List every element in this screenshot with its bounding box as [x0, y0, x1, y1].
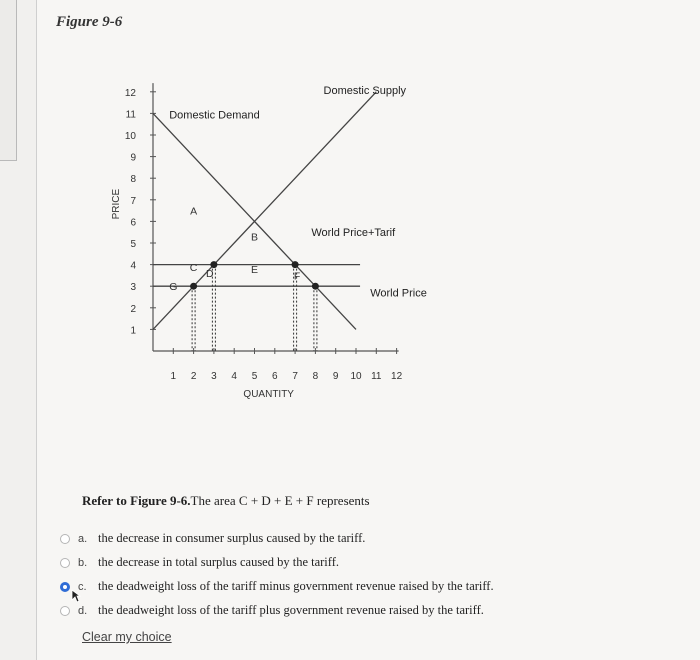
option-c[interactable]	[60, 579, 494, 594]
y-tick-label: 6	[130, 217, 136, 229]
y-tick-label: 5	[130, 239, 136, 250]
option-b-text: the decrease in total surplus caused by the tariff.	[98, 555, 340, 569]
x-tick-label: 4	[231, 371, 237, 382]
radio-a[interactable]	[60, 534, 70, 544]
y-tick-label: 4	[130, 260, 136, 272]
domestic-supply-label: Domestic Supply	[323, 84, 407, 97]
domestic-demand-label: Domestic Demand	[169, 109, 260, 122]
clear-choice-link[interactable]: Clear my choice	[82, 630, 172, 644]
option-c-text: the deadweight loss of the tariff minus government revenue raised by the tariff.	[98, 579, 494, 593]
area-label-d: D	[206, 268, 214, 281]
world-price-label: World Price	[370, 287, 427, 300]
y-tick-label: 3	[130, 282, 136, 294]
option-b[interactable]	[60, 555, 339, 570]
intersection-point	[210, 261, 217, 268]
y-axis-label: PRICE	[111, 188, 122, 220]
x-tick-label: 10	[350, 371, 362, 382]
area-label-g: G	[169, 281, 178, 294]
question-text	[82, 493, 370, 509]
x-tick-label: 2	[190, 371, 197, 382]
option-a-letter: a.	[78, 532, 88, 545]
option-d[interactable]	[60, 603, 484, 618]
x-axis-label: QUANTITY	[243, 389, 294, 400]
y-tick-label: 9	[130, 152, 136, 164]
option-a-text: the decrease in consumer surplus caused by the tariff.	[98, 531, 366, 545]
area-label-e: E	[250, 263, 259, 276]
x-tick-label: 6	[272, 371, 278, 382]
y-tick-label: 12	[124, 87, 136, 99]
y-tick-label: 1	[130, 325, 136, 337]
intersection-point	[190, 283, 197, 290]
area-label-c: C	[189, 261, 198, 274]
y-tick-label: 11	[125, 109, 136, 121]
y-tick-label: 10	[124, 131, 136, 142]
x-tick-label: 7	[292, 371, 298, 382]
y-tick-label: 8	[130, 174, 136, 186]
world-price-tariff-label: World Price+Tarif	[311, 227, 396, 240]
x-tick-label: 5	[251, 371, 258, 382]
domestic-supply-line	[153, 92, 376, 330]
question-body: The area C + D + E + F represents	[190, 493, 370, 508]
option-b-letter: b.	[78, 556, 88, 569]
x-tick-label: 9	[332, 371, 339, 382]
radio-d[interactable]	[60, 606, 70, 616]
area-label-f: F	[293, 270, 301, 283]
option-a[interactable]	[60, 531, 365, 546]
x-tick-label: 3	[211, 371, 217, 382]
option-c-letter: c.	[78, 580, 87, 593]
x-tick-label: 8	[312, 371, 319, 382]
mouse-cursor-icon	[71, 589, 81, 603]
area-label-a: A	[190, 205, 198, 218]
x-tick-label: 12	[391, 371, 403, 382]
figure-title: Figure 9-6	[56, 14, 123, 30]
intersection-point	[312, 283, 319, 290]
y-tick-label: 2	[130, 303, 136, 315]
area-label-b: B	[250, 231, 259, 244]
y-tick-label: 7	[130, 195, 136, 207]
intersection-point	[292, 261, 299, 268]
option-d-text: the deadweight loss of the tariff plus government revenue raised by the tariff.	[98, 603, 484, 617]
x-tick-label: 11	[371, 371, 382, 382]
radio-c[interactable]	[60, 582, 70, 592]
radio-b[interactable]	[60, 558, 70, 568]
x-tick-label: 1	[170, 371, 177, 382]
option-d-letter: d.	[78, 604, 88, 617]
question-reference: Refer to Figure 9-6.	[82, 493, 191, 508]
